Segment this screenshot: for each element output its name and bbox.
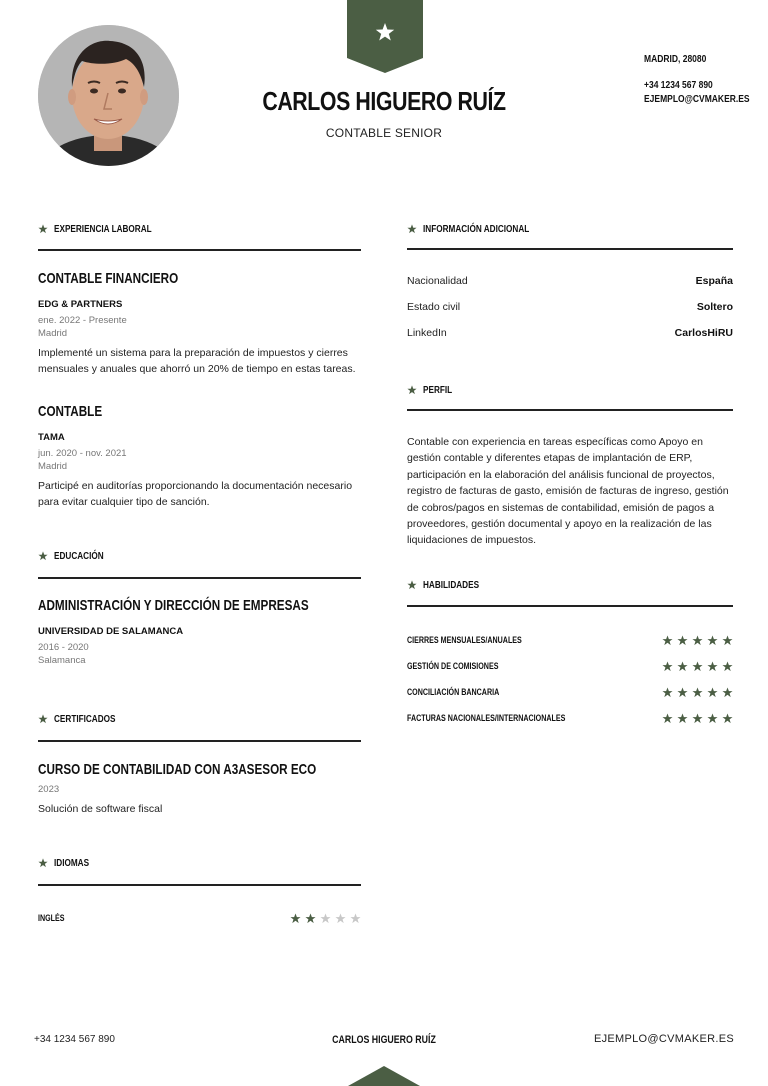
section-additional-header (407, 222, 553, 236)
info-row-linkedin (407, 327, 733, 339)
profile-text: Contable con experiencia en tareas específicas como Apoyo en gestión contable y diferentes etapas de implantación de ERP, participación en la elaboración del análisis funcional de proyectos, registro de facturas de gasto, emisión de facturas de ingreso, gestión de cobros/pagos en sistemas de contabilidad, emisión de pagos a proveedores, gestión documental y apoyo en la realización de las liquidaciones de impuestos. (407, 436, 729, 547)
skill-row (407, 634, 733, 646)
section-languages-header (38, 856, 97, 870)
avatar (38, 25, 179, 166)
star-filled-icon (677, 687, 688, 698)
star-empty-icon (350, 913, 361, 924)
skill-rating (662, 661, 733, 672)
certificate-title: CURSO DE CONTABILIDAD CON A3ASESOR ECO (38, 761, 317, 778)
divider (38, 740, 361, 742)
skill-rating (662, 713, 733, 724)
star-empty-icon (320, 913, 331, 924)
section-title: EDUCACIÓN (54, 550, 104, 562)
star-filled-icon (707, 635, 718, 646)
divider (38, 884, 361, 886)
school-name: UNIVERSIDAD DE SALAMANCA (38, 626, 184, 637)
star-filled-icon (707, 661, 718, 672)
info-row-nationality (407, 275, 733, 287)
star-filled-icon (707, 713, 718, 724)
star-filled-icon (722, 635, 733, 646)
section-certificates-header (38, 712, 129, 726)
certificate-description: Solución de software fiscal (38, 803, 163, 815)
header-ribbon (347, 0, 423, 73)
star-empty-icon (335, 913, 346, 924)
contact-block (644, 53, 750, 107)
star-filled-icon (662, 687, 673, 698)
star-filled-icon (305, 913, 316, 924)
job-description: Implementé un sistema para la preparación de impuestos y cierres mensuales y anuales que ahorró un 20% de tiempo en estas tareas. (38, 347, 356, 375)
section-education-header (38, 549, 115, 563)
section-skills-header (407, 578, 491, 592)
divider (38, 249, 361, 251)
star-filled-icon (677, 635, 688, 646)
star-icon (407, 224, 417, 234)
skill-name: CONCILIACIÓN BANCARIA (407, 686, 500, 698)
info-label: Estado civil (407, 301, 461, 313)
education-dates: 2016 - 2020 (38, 642, 89, 653)
divider (407, 248, 733, 250)
star-filled-icon (692, 687, 703, 698)
job-title: CONTABLE FINANCIERO (38, 270, 179, 287)
star-icon (38, 714, 48, 724)
divider (407, 605, 733, 607)
skill-row (407, 686, 733, 698)
star-icon (38, 858, 48, 868)
info-value: Soltero (696, 301, 733, 313)
job-location: Madrid (38, 461, 68, 472)
star-filled-icon (707, 687, 718, 698)
job-dates: ene. 2022 - Presente (38, 315, 127, 326)
job-location: Madrid (38, 328, 68, 339)
candidate-name: CARLOS HIGUERO RUÍZ (262, 86, 506, 116)
info-label: LinkedIn (407, 327, 447, 339)
star-icon (407, 580, 417, 590)
footer-ornament (348, 1066, 420, 1086)
star-icon (38, 224, 48, 234)
degree-title: ADMINISTRACIÓN Y DIRECCIÓN DE EMPRESAS (38, 597, 309, 614)
section-title: PERFIL (423, 384, 453, 396)
language-row (38, 912, 361, 924)
address-text: MADRID, 28080 (644, 54, 707, 65)
star-filled-icon (290, 913, 301, 924)
footer-phone: +34 1234 567 890 (34, 1034, 115, 1045)
section-profile-header (407, 383, 459, 397)
star-filled-icon (677, 661, 688, 672)
job-company: TAMA (38, 432, 65, 443)
certificate-year: 2023 (38, 784, 60, 795)
star-filled-icon (692, 713, 703, 724)
email-link[interactable]: EJEMPLO@CVMAKER.ES (644, 94, 750, 105)
job-company: EDG & PARTNERS (38, 299, 123, 310)
info-row-civil-status (407, 301, 733, 313)
star-filled-icon (662, 661, 673, 672)
star-filled-icon (722, 661, 733, 672)
star-filled-icon (692, 635, 703, 646)
star-filled-icon (662, 635, 673, 646)
star-filled-icon (662, 713, 673, 724)
section-title: HABILIDADES (423, 579, 480, 591)
info-value: España (695, 275, 733, 287)
skill-name: GESTIÓN DE COMISIONES (407, 660, 499, 672)
info-label: Nacionalidad (407, 275, 468, 287)
job-dates: jun. 2020 - nov. 2021 (38, 448, 127, 459)
divider (38, 577, 361, 579)
footer-email[interactable]: EJEMPLO@CVMAKER.ES (593, 1033, 734, 1045)
star-filled-icon (692, 661, 703, 672)
divider (407, 409, 733, 411)
phone-text: +34 1234 567 890 (644, 80, 713, 91)
section-title: CERTIFICADOS (54, 713, 116, 725)
skill-row (407, 712, 733, 724)
job-description: Participé en auditorías proporcionando la documentación necesario para evitar cualquier tipo de sanción. (38, 480, 353, 508)
star-filled-icon (722, 713, 733, 724)
skill-rating (662, 687, 733, 698)
section-experience-header (38, 222, 173, 236)
section-title: INFORMACIÓN ADICIONAL (423, 223, 530, 235)
section-title: EXPERIENCIA LABORAL (54, 223, 152, 235)
skill-name: CIERRES MENSUALES/ANUALES (407, 634, 522, 646)
skill-name: FACTURAS NACIONALES/INTERNACIONALES (407, 712, 566, 724)
education-location: Salamanca (38, 655, 86, 666)
star-filled-icon (677, 713, 688, 724)
job-title: CONTABLE (38, 403, 103, 420)
star-icon (38, 551, 48, 561)
candidate-role: CONTABLE SENIOR (325, 126, 443, 140)
language-name: INGLÉS (38, 912, 65, 924)
skill-row (407, 660, 733, 672)
star-filled-icon (722, 687, 733, 698)
footer-name: CARLOS HIGUERO RUÍZ (332, 1034, 436, 1046)
language-rating (290, 913, 361, 924)
skill-rating (662, 635, 733, 646)
section-title: IDIOMAS (54, 857, 90, 869)
linkedin-link[interactable]: CarlosHiRU (674, 327, 733, 339)
star-icon (407, 385, 417, 395)
